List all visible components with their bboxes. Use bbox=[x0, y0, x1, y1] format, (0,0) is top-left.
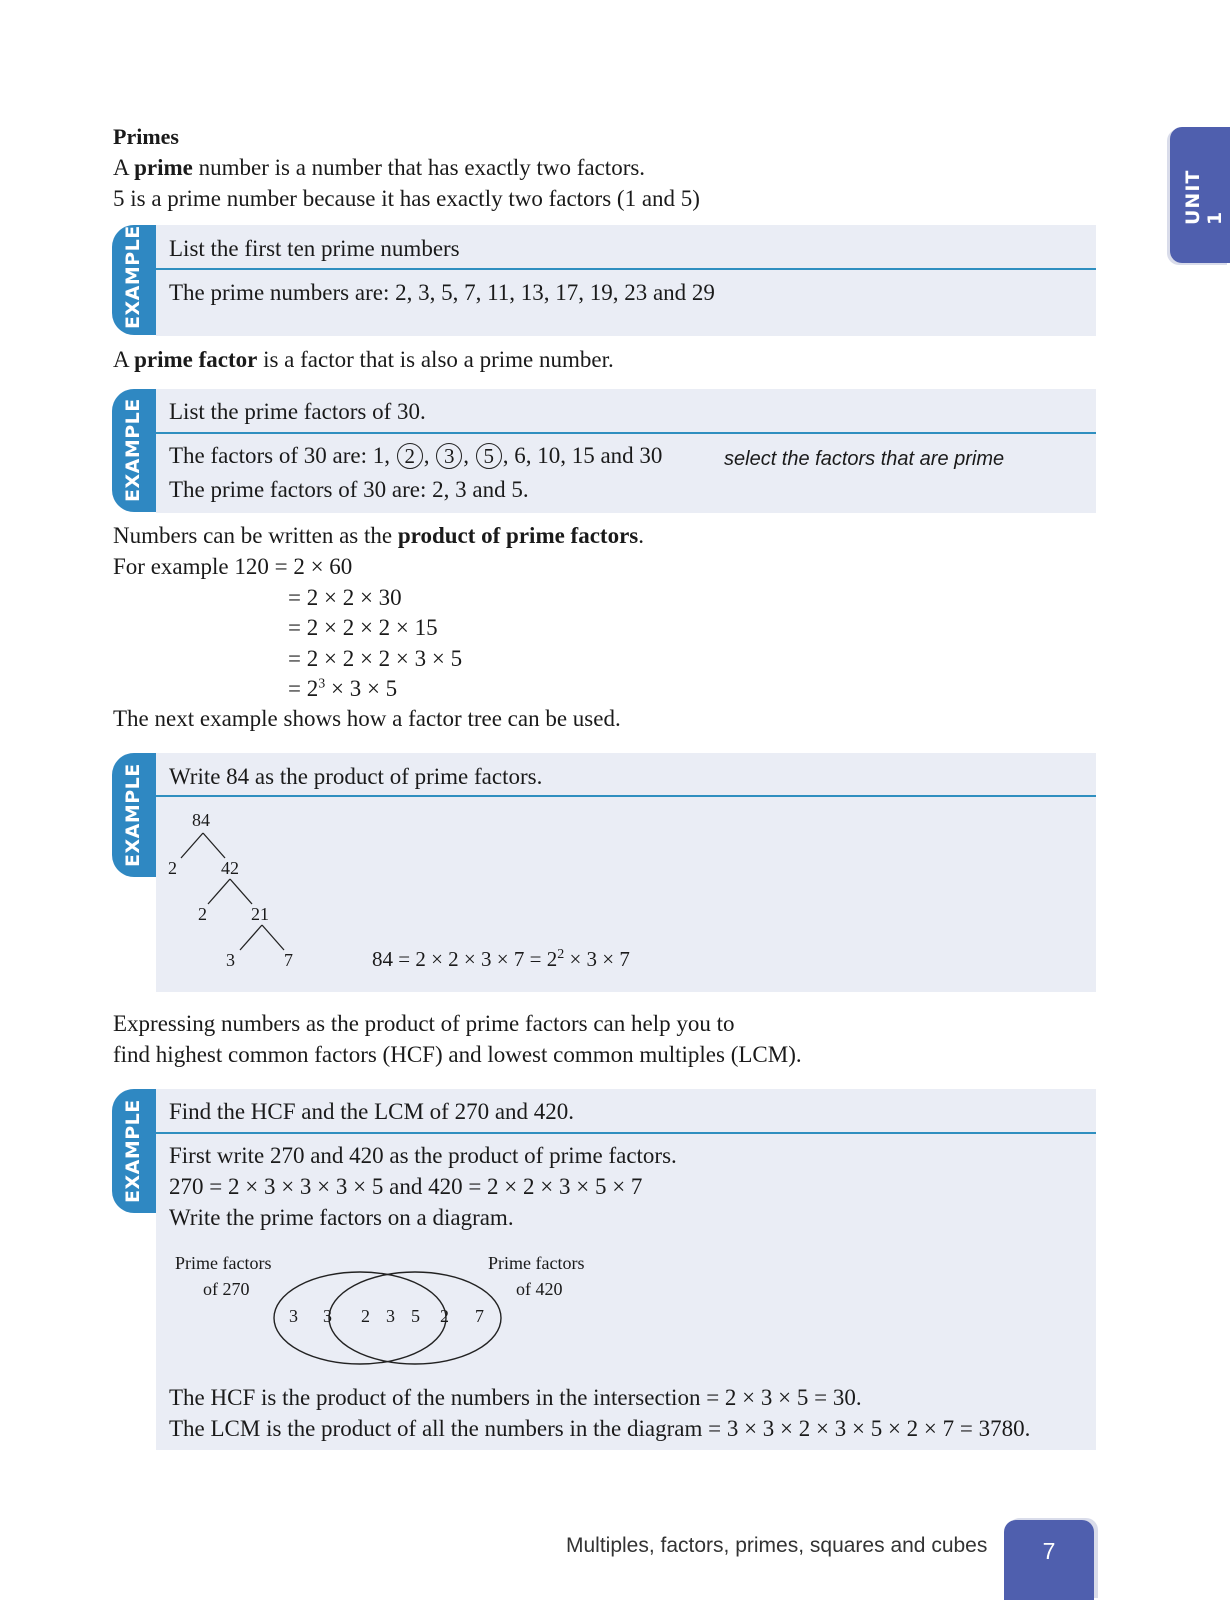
venn-value: 7 bbox=[475, 1306, 484, 1326]
text: = 2 bbox=[288, 676, 319, 701]
text: , 6, 10, 15 and 30 bbox=[502, 443, 663, 468]
example-2-note: select the factors that are prime bbox=[724, 448, 1005, 470]
example-1-question: List the first ten prime numbers bbox=[169, 236, 460, 261]
example-1-answer: The prime numbers are: 2, 3, 5, 7, 11, 13, 17, 19, 23 and 29 bbox=[169, 280, 715, 305]
example-2-answer: The prime factors of 30 are: 2, 3 and 5. bbox=[169, 477, 529, 502]
example-3-question: Write 84 as the product of prime factors. bbox=[169, 764, 543, 789]
example-4-line: First write 270 and 420 as the product of prime factors. bbox=[169, 1143, 677, 1168]
lcm-result: The LCM is the product of all the numbers in the diagram = 3 × 3 × 2 × 3 × 5 × 2 × 7 = 3780. bbox=[169, 1416, 1031, 1441]
example-4-question: Find the HCF and the LCM of 270 and 420. bbox=[169, 1099, 575, 1124]
venn-left-label: Prime factors bbox=[175, 1253, 272, 1273]
text: is a factor that is also a prime number. bbox=[257, 347, 614, 372]
product-step: = 2 × 2 × 2 × 3 × 5 bbox=[288, 646, 463, 671]
text: 84 = 2 × 2 × 3 × 7 = 2 bbox=[372, 947, 558, 971]
tree-node: 3 bbox=[226, 950, 235, 970]
example-tab-label: EXAMPLE bbox=[122, 398, 144, 502]
venn-value: 5 bbox=[411, 1306, 420, 1326]
circled-factor: 2 bbox=[397, 443, 423, 469]
tree-node: 2 bbox=[198, 904, 207, 924]
example-tab-label: EXAMPLE bbox=[122, 763, 144, 867]
example-4-line: Write the prime factors on a diagram. bbox=[169, 1205, 514, 1230]
example-2-question: List the prime factors of 30. bbox=[169, 399, 426, 424]
text: × 3 × 7 bbox=[564, 947, 630, 971]
text: number is a number that has exactly two factors. bbox=[192, 155, 646, 180]
product-step: = 2 × 2 × 30 bbox=[288, 585, 402, 610]
tree-node: 42 bbox=[221, 858, 239, 878]
text: The factors of 30 are: 1, bbox=[169, 443, 396, 468]
venn-value: 2 bbox=[440, 1306, 449, 1326]
venn-right-label: of 420 bbox=[516, 1279, 563, 1299]
venn-left-label: of 270 bbox=[203, 1279, 250, 1299]
venn-right-label: Prime factors bbox=[488, 1253, 585, 1273]
example-tab-label: EXAMPLE bbox=[122, 1099, 144, 1203]
circled-factor: 3 bbox=[436, 443, 462, 469]
text: A bbox=[113, 155, 135, 180]
text: × 3 × 5 bbox=[325, 676, 398, 701]
tree-node: 2 bbox=[168, 858, 177, 878]
page-number-box bbox=[1004, 1520, 1094, 1600]
chapter-title: Multiples, factors, primes, squares and cubes bbox=[566, 1534, 988, 1557]
example-2-factors: The factors of 30 are: 1, 2 , 3 , 5 , 6, 10, 15 and 30 bbox=[169, 443, 663, 468]
unit-tab-label: UNIT 1 bbox=[1182, 169, 1226, 225]
venn-value: 3 bbox=[323, 1306, 332, 1326]
hcf-intro-line: find highest common factors (HCF) and lowest common multiples (LCM). bbox=[113, 1042, 802, 1067]
tree-node: 21 bbox=[251, 904, 269, 924]
tree-node: 84 bbox=[192, 810, 210, 830]
tree-node: 7 bbox=[284, 950, 293, 970]
text: A bbox=[113, 347, 135, 372]
term-prime-factor: prime factor bbox=[134, 347, 258, 372]
term-product-of-prime-factors: product of prime factors bbox=[397, 523, 639, 548]
exponent: 2 bbox=[557, 947, 565, 962]
factor-tree-intro: The next example shows how a factor tree can be used. bbox=[113, 706, 621, 731]
example-tab-label: EXAMPLE bbox=[122, 225, 144, 329]
prime-example-line: 5 is a prime number because it has exactly two factors (1 and 5) bbox=[113, 186, 700, 211]
term-prime: prime bbox=[134, 155, 193, 180]
circled-factor: 5 bbox=[476, 443, 502, 469]
venn-value: 2 bbox=[361, 1306, 370, 1326]
hcf-result: The HCF is the product of the numbers in the intersection = 2 × 3 × 5 = 30. bbox=[169, 1385, 862, 1410]
venn-value: 3 bbox=[289, 1306, 298, 1326]
product-step: For example 120 = 2 × 60 bbox=[113, 554, 353, 579]
section-heading-primes: Primes bbox=[113, 124, 179, 149]
hcf-intro-line: Expressing numbers as the product of prime factors can help you to bbox=[113, 1011, 735, 1036]
text: . bbox=[638, 523, 644, 548]
product-step: = 2 × 2 × 2 × 15 bbox=[288, 615, 438, 640]
example-4-line: 270 = 2 × 3 × 3 × 3 × 5 and 420 = 2 × 2 × 3 × 5 × 7 bbox=[169, 1174, 643, 1199]
venn-value: 3 bbox=[386, 1306, 395, 1326]
exponent: 3 bbox=[318, 676, 326, 692]
page-number: 7 bbox=[1042, 1538, 1056, 1564]
text: Numbers can be written as the bbox=[113, 523, 398, 548]
